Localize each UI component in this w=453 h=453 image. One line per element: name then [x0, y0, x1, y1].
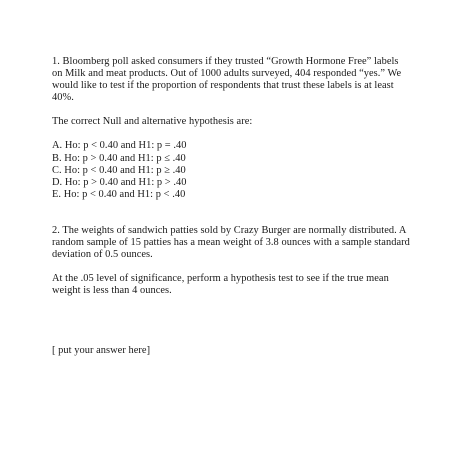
question-2-prompt: At the .05 level of significance, perform a hypothesis test to see if the true mean weight is less than 4 ounces.: [52, 273, 389, 297]
answer-placeholder[interactable]: [ put your answer here]: [52, 345, 151, 357]
option-c: C. Ho: p < 0.40 and H1: p ≥ .40: [52, 164, 186, 176]
question-1-text: 1. Bloomberg poll asked consumers if they trusted “Growth Hormone Free” labels on Milk and meat products. Out of 1000 adults surveyed, 404 responded “yes.” We would like to test if the proportion of respondents that trust these labels is at least 40%.: [52, 56, 402, 104]
spacer: [52, 128, 410, 140]
option-a: A. Ho: p < 0.40 and H1: p = .40: [52, 140, 187, 152]
spacer: [52, 261, 410, 273]
option-e: E. Ho: p < 0.40 and H1: p < .40: [52, 188, 186, 200]
spacer: [52, 297, 410, 345]
spacer: [52, 104, 410, 116]
question-1-prompt: The correct Null and alternative hypothesis are:: [52, 116, 253, 128]
question-2-text: 2. The weights of sandwich patties sold by Crazy Burger are normally distributed. A random sample of 15 patties has a mean weight of 3.8 ounces with a sample standard deviation of 0.5 ounces.: [52, 224, 410, 261]
option-d: D. Ho: p > 0.40 and H1: p > .40: [52, 176, 187, 188]
spacer: [52, 201, 410, 225]
document-content: [52, 56, 410, 358]
question-1-options: [52, 140, 410, 200]
option-b: B. Ho: p > 0.40 and H1: p ≤ .40: [52, 152, 186, 164]
